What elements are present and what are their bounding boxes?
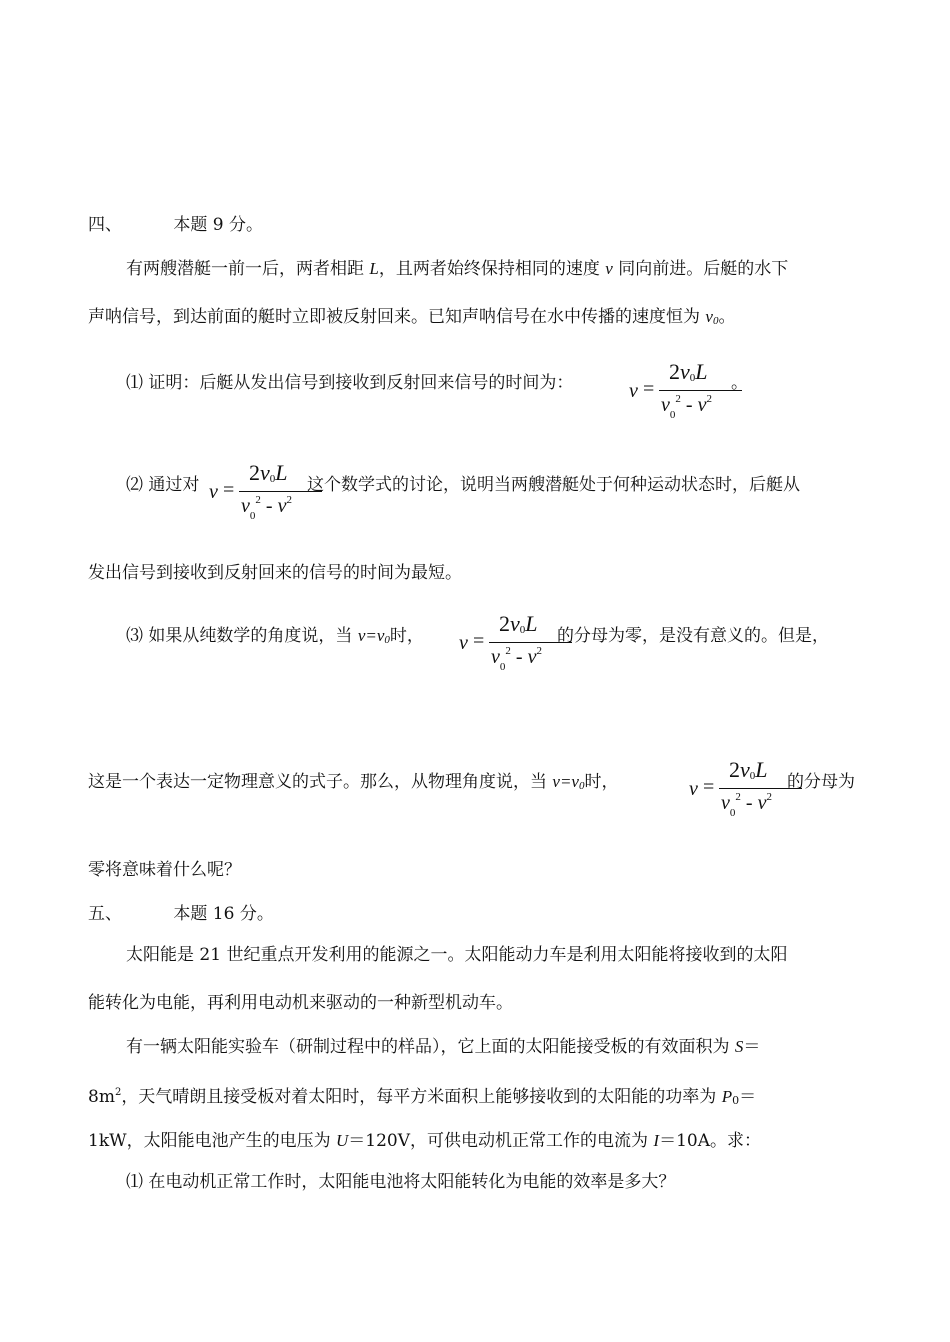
q4-part3-text: 零将意味着什么呢？ [88, 860, 241, 880]
den-exp: 2 [735, 791, 741, 803]
den-sub: 0 [249, 510, 256, 522]
q5-p2-line-1 [126, 1037, 760, 1057]
den-v: v [277, 495, 287, 517]
q5-part1-text: ⑴ 在电动机正常工作时，太阳能电池将太阳能转化为电能的效率是多大？ [126, 1172, 676, 1192]
den-minus: - [265, 495, 273, 517]
formula-denominator [491, 645, 542, 673]
q5-heading [88, 904, 274, 924]
den-exp2: 2 [286, 494, 292, 506]
q5-p2-text: 有一辆太阳能实验车（研制过程中的样品），它上面的太阳能接受板的有效面积为 [126, 1037, 735, 1057]
var-v0-subscript: 0 [712, 315, 719, 327]
den-exp2: 2 [766, 791, 772, 803]
q5-part1 [126, 1172, 675, 1192]
q4-intro-line-1 [126, 259, 788, 279]
q4-part3-text: 时， [389, 626, 424, 646]
den-exp: 2 [675, 393, 681, 405]
den-exp2: 2 [706, 393, 712, 405]
var-P-sub: 0 [732, 1094, 740, 1107]
q5-p1-text: 太阳能是 21 世纪重点开发利用的能源之一。太阳能动力车是利用太阳能将接收到的太阳 [126, 945, 788, 965]
q4-intro-text: 有两艘潜艇一前一后，两者相距 [126, 259, 370, 279]
num-sub: 0 [519, 624, 526, 636]
formula-numerator [669, 359, 708, 385]
q4-part3-text: 这是一个表达一定物理意义的式子。那么，从物理角度说，当 [88, 772, 553, 792]
formula-eq: = [473, 630, 485, 652]
den-minus: - [685, 394, 693, 416]
q4-part1 [126, 373, 573, 393]
q4-heading-number: 四、 [88, 215, 122, 235]
num-sub: 0 [269, 473, 276, 485]
var-S: S [734, 1037, 744, 1056]
q5-p1-line-2 [88, 993, 513, 1013]
q5-area-value: 8m [88, 1087, 115, 1107]
den-minus: - [515, 646, 523, 668]
q5-p2-text: ＝120V，可供电动机正常工作的电流为 [348, 1131, 654, 1151]
q4-part2-text: 这个数学式的讨论，说明当两艘潜艇处于何种运动状态时，后艇从 [307, 475, 800, 495]
den-v0: v [241, 495, 250, 517]
cond-sub: 0 [578, 780, 585, 792]
q5-p2-text: ＝ [739, 1087, 757, 1107]
q4-part2-text: 发出信号到接收到反射回来的信号的时间为最短。 [88, 563, 462, 583]
q5-p2-line-2 [88, 1083, 756, 1111]
num-coef: 2 [249, 460, 260, 485]
q5-p1-line-1 [126, 945, 787, 965]
q5-heading-points: 本题 16 分。 [173, 904, 274, 924]
formula-numerator [249, 460, 288, 486]
den-v: v [757, 792, 767, 814]
fraction-bar [659, 390, 742, 391]
cond-v-eq-v0: v=v [357, 626, 385, 645]
q4-part3-text: 时， [584, 772, 619, 792]
q5-p2-line-3 [88, 1131, 761, 1151]
num-L: L [275, 460, 288, 485]
q4-intro-text: 声呐信号，到达前面的艇时立即被反射回来。已知声呐信号在水中传播的速度恒为 [88, 307, 706, 327]
q5-heading-number: 五、 [88, 904, 122, 924]
q4-part3-line-1a [126, 626, 424, 650]
q5-p2-text: ，天气晴朗且接受板对着太阳时，每平方米面积上能够接收到的太阳能的功率为 [121, 1087, 722, 1107]
q4-part3-text: 的分母为 [787, 772, 855, 792]
q5-p2-text: ＝ [743, 1037, 761, 1057]
q4-part2-line-1a [126, 475, 199, 495]
num-v: v [680, 359, 690, 384]
num-L: L [695, 359, 708, 384]
q4-part1-text: ⑴ 证明：后艇从发出信号到接收到反射回来信号的时间为： [126, 373, 574, 393]
var-U: U [336, 1131, 349, 1150]
var-v: v [605, 259, 613, 278]
den-sub: 0 [669, 409, 676, 421]
var-v0: v [705, 307, 713, 326]
q4-part2-line-1b [307, 475, 800, 495]
q4-part1-period: 。 [731, 373, 748, 393]
formula-numerator [499, 611, 538, 637]
formula-time [629, 359, 744, 421]
den-v0: v [661, 394, 670, 416]
num-coef: 2 [729, 757, 740, 782]
q4-heading-points: 本题 9 分。 [173, 215, 264, 235]
formula-lhs: v [629, 380, 638, 402]
num-v: v [260, 460, 270, 485]
q4-part3-line-2a [88, 772, 618, 796]
formula-numerator [729, 757, 768, 783]
q5-area-exp: 2 [114, 1087, 122, 1098]
den-exp: 2 [505, 645, 511, 657]
q4-part3-line-3 [88, 860, 241, 880]
formula-denominator [721, 791, 772, 819]
num-sub: 0 [689, 372, 696, 384]
q4-intro-text: 同向前进。后艇的水下 [612, 259, 789, 279]
q5-p2-text: 1kW，太阳能电池产生的电压为 [88, 1131, 336, 1151]
den-v0: v [721, 792, 730, 814]
num-sub: 0 [749, 770, 756, 782]
q4-intro-line-2 [88, 307, 735, 331]
den-v0: v [491, 646, 500, 668]
q4-part2-text: ⑵ 通过对 [126, 475, 200, 495]
cond-sub: 0 [384, 634, 390, 646]
den-v: v [697, 394, 707, 416]
formula-eq: = [703, 776, 715, 798]
formula-eq: = [223, 479, 235, 501]
formula-lhs: v [209, 481, 218, 503]
den-exp: 2 [255, 494, 261, 506]
num-v: v [740, 757, 750, 782]
den-minus: - [745, 792, 753, 814]
den-exp2: 2 [536, 645, 542, 657]
q4-part3-line-1b [557, 626, 829, 646]
num-coef: 2 [499, 611, 510, 636]
q4-intro-text: ，且两者始终保持相同的速度 [378, 259, 606, 279]
q4-heading [88, 215, 263, 235]
var-L: L [369, 259, 379, 278]
den-sub: 0 [729, 807, 736, 819]
q4-part3-line-2b [787, 772, 855, 792]
formula-denominator [241, 494, 292, 522]
var-I: I [653, 1131, 660, 1150]
q5-p1-text: 能转化为电能，再利用电动机来驱动的一种新型机动车。 [88, 993, 513, 1013]
num-v: v [510, 611, 520, 636]
var-P: P [721, 1087, 733, 1106]
q4-intro-text: 。 [718, 307, 736, 327]
formula-eq: = [643, 378, 655, 400]
num-coef: 2 [669, 359, 680, 384]
den-v: v [527, 646, 537, 668]
num-L: L [755, 757, 768, 782]
q4-part3-text: 的分母为零，是没有意义的。但是， [557, 626, 829, 646]
q4-part3-text: ⑶ 如果从纯数学的角度说，当 [126, 626, 358, 646]
den-sub: 0 [499, 661, 506, 673]
formula-lhs: v [459, 632, 468, 654]
q4-part2-line-2 [88, 563, 462, 583]
formula-denominator [661, 393, 712, 421]
q4-part1-end [731, 373, 748, 393]
formula-lhs: v [689, 778, 698, 800]
cond-v-eq-v0: v=v [552, 772, 579, 791]
num-L: L [525, 611, 538, 636]
q5-p2-text: ＝10A。求： [659, 1131, 762, 1151]
